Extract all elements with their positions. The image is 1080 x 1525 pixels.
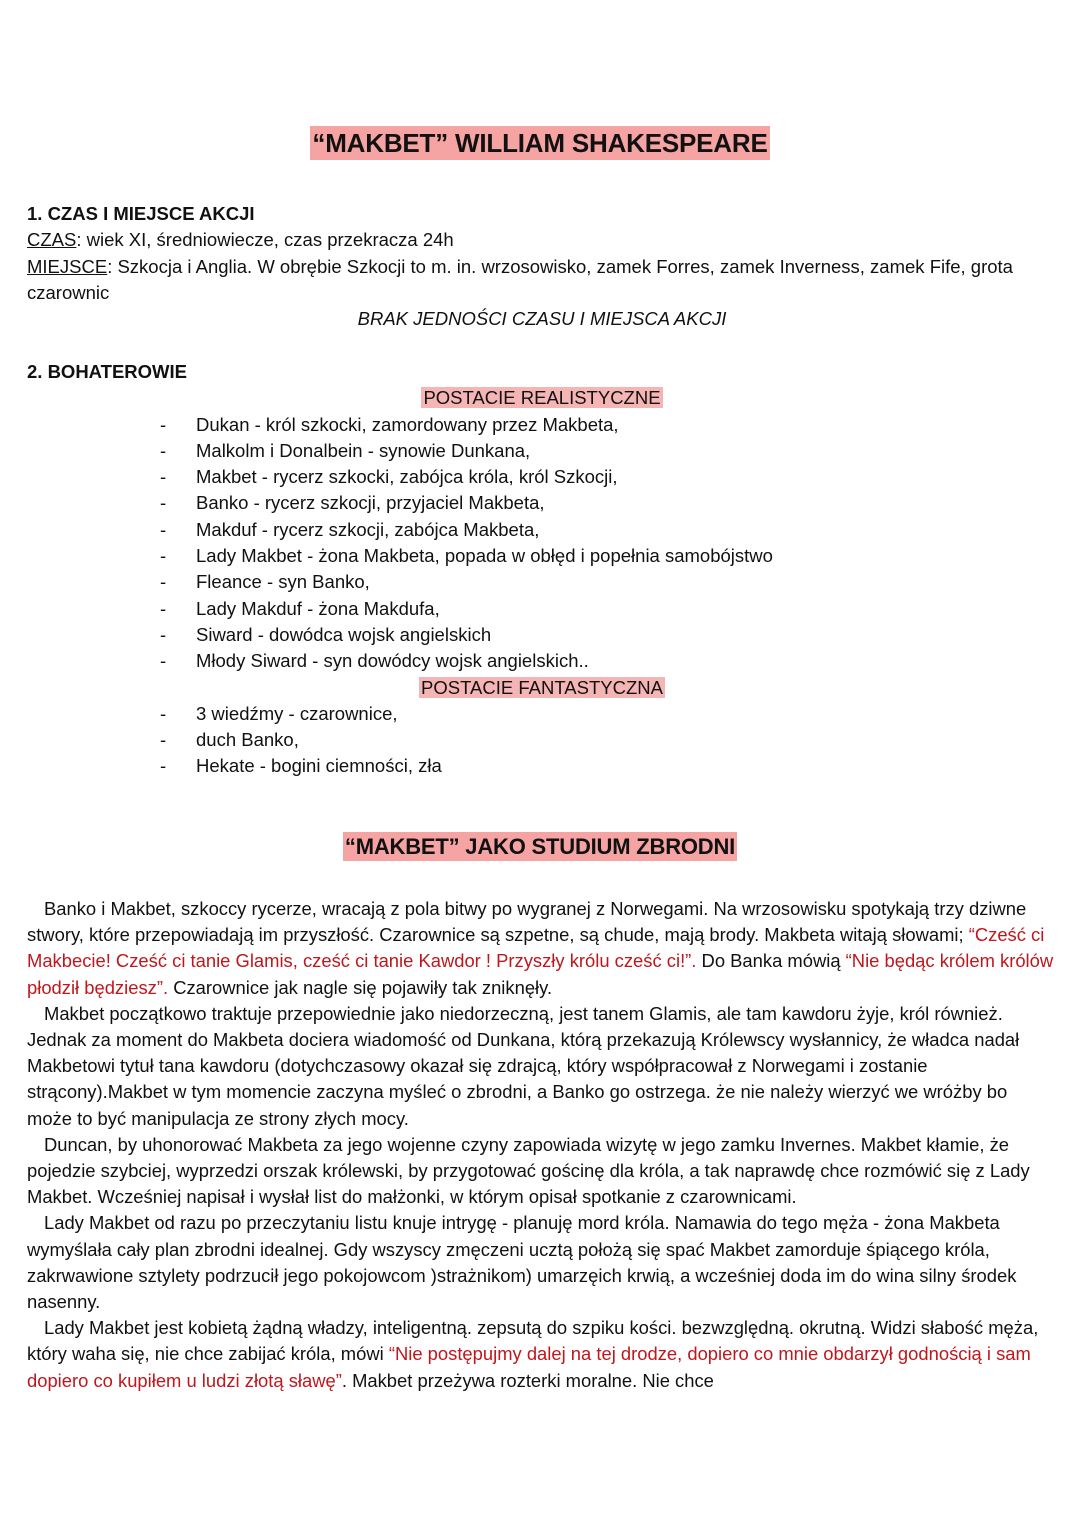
quote: “Nie będąc królem królów płodził będziesz”. [27,950,1054,998]
unity-note: BRAK JEDNOŚCI CZASU I MIEJSCA AKCJI [357,308,727,330]
section-characters [27,359,1057,780]
list-item: - Młody Siward - syn dowódcy wojsk angielskich.. [27,648,1057,674]
section-heading: 1. CZAS I MIEJSCE AKCJI [27,203,255,224]
section-time-place [27,201,1057,332]
list-item: - Siward - dowódca wojsk angielskich [27,622,1057,648]
miejsce-label: MIEJSCE [27,255,108,277]
list-item: - duch Banko, [27,727,1057,753]
paragraph: Banko i Makbet, szkoccy rycerze, wracają z pola bitwy po wygranej z Norwegami. Na wrzosowisku spotykają trzy dziwne stwory, które przepowiadają im przyszłość. Czarownice są szpetne, są chude, mają brody. Makbeta witają słowami; “Cześć ci Makbecie! Cześć ci tanie Glamis, cześć ci tanie Kawdor ! Przyszły królu cześć ci!”. Do Banka mówią “Nie będąc królem królów płodził będziesz”. Czarownice jak nagle się pojawiły tak zniknęły. [27,898,1054,998]
miejsce-line [27,254,1057,307]
fantastic-subheading: POSTACIE FANTASTYCZNA [421,676,663,698]
quote: “Nie postępujmy dalej na tej drodze, dopiero co mnie obdarzył godnością i sam dopiero co kupiłem u ludzi złotą sławę” [27,1343,1031,1391]
section-heading: 2. BOHATEROWIE [27,361,187,382]
section-title-text: “MAKBET” JAKO STUDIUM ZBRODNI [344,834,736,859]
list-item: - Makbet - rycerz szkocki, zabójca króla, król Szkocji, [27,464,1057,490]
list-item: - Malkolm i Donalbein - synowie Dunkana, [27,438,1057,464]
list-item: - Lady Makduf - żona Makdufa, [27,596,1057,622]
paragraph: Makbet początkowo traktuje przepowiednie jako niedorzeczną, jest tanem Glamis, ale tam kawdoru żyje, król również. Jednak za moment do Makbeta dociera wiadomość od Dunkana, którą przekazują Królewscy wysłannicy, że władca nadał Makbetowi tytuł tana kawdoru (dotychczasowy okazał się zdrajcą, który współpracował z Norwegami i zostanie strącony).Makbet w tym momencie zaczyna myśleć o zbrodni, a Banko go ostrzega. że nie należy wierzyć we wróżby bo może to być manipulacja ze strony złych mocy. [27,1002,1020,1129]
czas-text: : wiek XI, średniowiecze, czas przekracza 24h [76,229,454,251]
page-title-text: “MAKBET” WILLIAM SHAKESPEARE [312,128,768,158]
list-item: - Banko - rycerz szkocji, przyjaciel Makbeta, [27,490,1057,516]
essay-body [27,896,1057,1394]
list-item: - Hekate - bogini ciemności, zła [27,753,1057,779]
section-title [0,834,1080,860]
paragraph: Duncan, by uhonorować Makbeta za jego wojenne czyny zapowiada wizytę w jego zamku Invernes. Makbet kłamie, że pojedzie szybciej, wyprzedzi orszak królewski, by przygotować gościnę dla króla, a tak naprawdę chce rozmówić się z Lady Makbet. Wcześniej napisał i wysłał list do małżonki, w którym opisał spotkanie z czarownicami. [27,1133,1030,1208]
paragraph: Lady Makbet od razu po przeczytaniu listu knuje intrygę - planuję mord króla. Namawia do tego męża - żona Makbeta wymyślała cały plan zbrodni idealnej. Gdy wszyscy zmęczeni ucztą położą się spać Makbet zamorduje śpiącego króla, zakrwawione sztylety podrzucił jego pokojowcom )strażnikom) umarzęich krwią, a wcześniej doda im do wina silny środek nasenny. [27,1212,1017,1313]
fantastic-list [27,701,1057,780]
list-item: - Dukan - król szkocki, zamordowany przez Makbeta, [27,412,1057,438]
quote: “Cześć ci Makbecie! Cześć ci tanie Glamis, cześć ci tanie Kawdor ! Przyszły królu cześć ci!”. [27,924,1045,972]
realistic-subheading: POSTACIE REALISTYCZNE [423,387,661,409]
czas-line [27,227,1057,253]
paragraph: Lady Makbet jest kobietą żądną władzy, inteligentną. zepsutą do szpiku kości. bezwzględną. okrutną. Widzi słabość męża, który waha się, nie chce zabijać króla, mówi “Nie postępujmy dalej na tej drodze, dopiero co mnie obdarzył godnością i sam dopiero co kupiłem u ludzi złotą sławę”. Makbet przeżywa rozterki moralne. Nie chce [27,1317,1039,1391]
list-item: - Makduf - rycerz szkocji, zabójca Makbeta, [27,517,1057,543]
miejsce-text: : Szkocja i Anglia. W obrębie Szkocji to m. in. wrzosowisko, zamek Forres, zamek Inverness, zamek Fife, grota czarownic [27,255,1013,303]
list-item: - Lady Makbet - żona Makbeta, popada w obłęd i popełnia samobójstwo [27,543,1057,569]
list-item: - 3 wiedźmy - czarownice, [27,701,1057,727]
list-item: - Fleance - syn Banko, [27,569,1057,595]
realistic-list [27,412,1057,675]
page-title [0,128,1080,159]
czas-label: CZAS [27,229,77,251]
